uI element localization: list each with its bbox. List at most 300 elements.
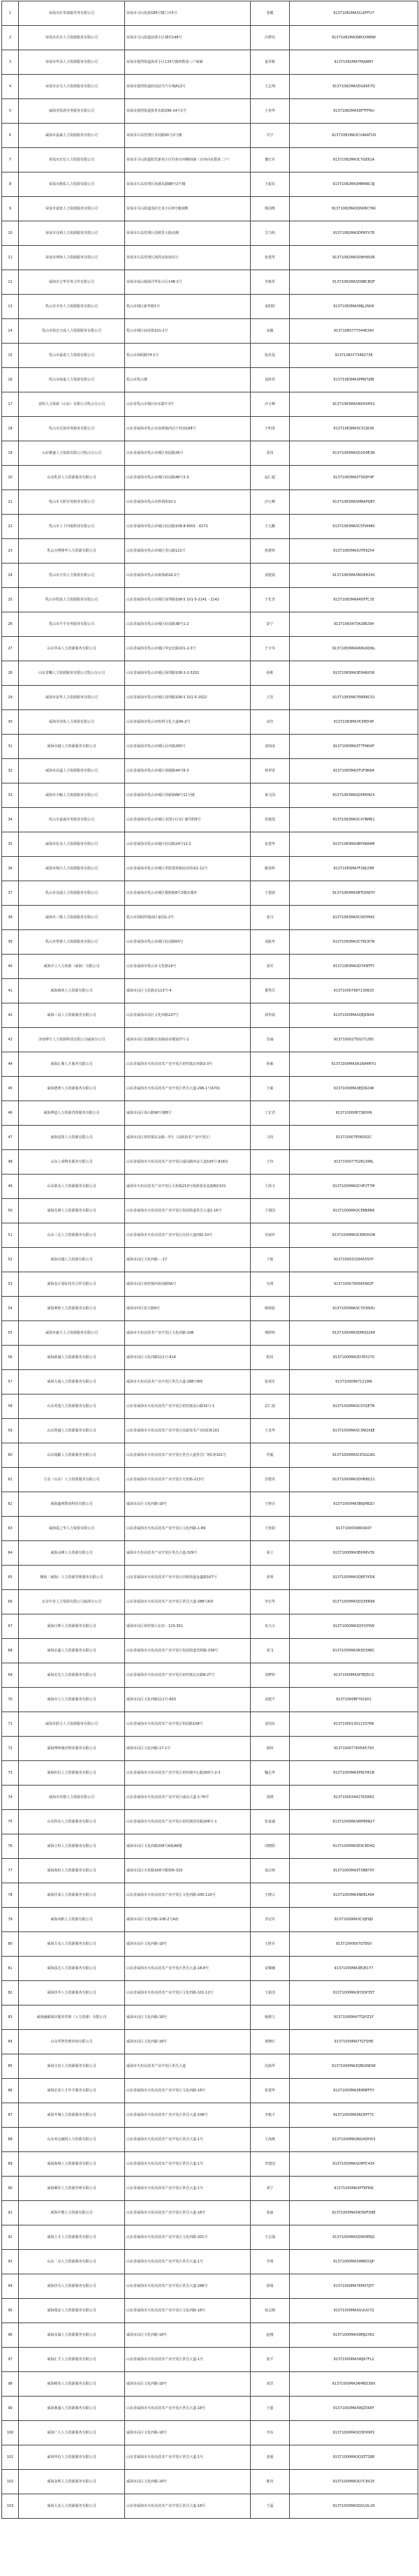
company-name: 威海市天鲲人力资源服务有限公司 (19, 783, 125, 808)
table-row (2, 1077, 418, 1101)
table-row (2, 1492, 418, 1517)
company-name: 威海卓越人力资源有限公司 (19, 1248, 125, 1272)
legal-representative: 宋佳 (251, 710, 290, 735)
table-row (2, 1639, 418, 1663)
row-number: 30 (2, 710, 19, 735)
credit-code: 91371000MA3B6JHB2D (290, 1492, 418, 1517)
credit-code: 91371082MA3NRXXM9W (290, 26, 418, 50)
company-address: 乳山市城区商业街101-2号 (125, 319, 251, 344)
company-address: 山东省威海市火炬高技术产业开发区世昌大道-18号 (125, 2201, 251, 2225)
credit-code: 91371083MA3QP85M2X (290, 783, 418, 808)
credit-code: 91371000MA3WJZ5K8Y (290, 2397, 418, 2421)
row-number: 34 (2, 808, 19, 832)
company-address: 威海市火炬高技术产业开发区火炬路213号创新创业基地B座101 (125, 1175, 251, 1199)
table-row (2, 1786, 418, 1810)
row-number: 48 (2, 1150, 19, 1175)
company-address: 荣成市港湾街道体育东路296-14号1号 (125, 99, 251, 124)
table-row (2, 2054, 418, 2079)
row-number: 20 (2, 466, 19, 490)
legal-representative: 李东 (251, 2421, 290, 2445)
legal-representative: 王伟 (251, 1150, 290, 1175)
company-name: 乳山市博姥华人力资源有限公司 (19, 539, 125, 564)
row-number: 13 (2, 295, 19, 319)
row-number: 18 (2, 417, 19, 441)
company-address: 山东省威海市火炬高技术产业开发区初村镇北京路8-27号 (125, 1663, 251, 1688)
company-name: 威海爱之华人力资源有限公司 (19, 1517, 125, 1541)
company-name: 威海先锋人力资源服务有限公司 (19, 1199, 125, 1223)
table-row (2, 75, 418, 99)
legal-representative: 于少寿 (251, 637, 290, 661)
row-number: 47 (2, 1126, 19, 1150)
row-number: 93 (2, 2250, 19, 2274)
credit-code: 91371082MA3DPRFX78 (290, 221, 418, 246)
table-row (2, 417, 418, 441)
legal-representative: 姜阳阳 (251, 295, 290, 319)
row-number: 65 (2, 1566, 19, 1590)
credit-code: 91371083MA3NXHXH01 (290, 392, 418, 417)
legal-representative: 宋娜娜 (251, 1957, 290, 1981)
company-name: 威海华信人力资源服务有限公司 (19, 2445, 125, 2470)
legal-representative: 李俊才 (251, 2103, 290, 2128)
credit-code: 91371000MA3NK8L494 (290, 1883, 418, 1908)
company-address: 威海市高区文化西路206号A栋A6楼 (125, 1834, 251, 1859)
company-name: 威海风帆人力资源有限公司 (19, 1908, 125, 1932)
credit-code: 91371083MA3E0ANX56 (290, 661, 418, 686)
row-number: 89 (2, 2152, 19, 2177)
table-row (2, 1590, 418, 1614)
credit-code: 91371083MA7EWEKC01 (290, 686, 418, 710)
row-number: 45 (2, 1077, 19, 1101)
company-address: 山东省威海市火炬高技术产业开发区文化西路-18号 (125, 2079, 251, 2103)
company-address: 威海市高区火炬路169号楼305-310 (125, 1859, 251, 1883)
legal-representative: 张丹 (251, 906, 290, 930)
company-name: 威海汇才人力资源服务有限公司 (19, 2348, 125, 2372)
company-name: 威海市嘉诚人力资源服务有限公司 (19, 124, 125, 148)
company-address: 威海市高区文化西路111号-614 (125, 1346, 251, 1370)
legal-representative: 张建华 (251, 2079, 290, 2103)
legal-representative: 崔建华 (251, 832, 290, 857)
company-address: 威海市高区初村镇东金路－5号（高新技术产业开发区） (125, 1126, 251, 1150)
table-row (2, 319, 418, 344)
table-row (2, 2030, 418, 2054)
legal-representative: 王振国 (251, 1981, 290, 2005)
table-row (2, 515, 418, 539)
table-row (2, 2201, 418, 2225)
legal-representative: 徐瑞 (251, 2274, 290, 2299)
legal-representative: 王强 (251, 2397, 290, 2421)
table-row (2, 1908, 418, 1932)
table-row (2, 564, 418, 588)
row-number: 38 (2, 906, 19, 930)
row-number: 44 (2, 1052, 19, 1077)
company-address: 威海市火炬高技术产业开发区世昌大道-329号 (125, 1541, 251, 1566)
company-address: 山东省威海市乳山市城区府前路63号 (125, 930, 251, 955)
row-number: 41 (2, 979, 19, 1003)
credit-code: 91371083MA3T3Q8Y4F (290, 466, 418, 490)
table-row (2, 1443, 418, 1468)
credit-code: 91371000130113376N (290, 1712, 418, 1737)
company-name: 山东省麟人力资源服务有限公司乳山分公司 (19, 661, 125, 686)
company-name: 山东华智管理咨询有限公司 (19, 2030, 125, 2054)
legal-representative: 刘梦婷 (251, 1663, 290, 1688)
table-row (2, 2005, 418, 2030)
legal-representative: 于化青 (251, 588, 290, 612)
credit-code: 91371082MA3CU4KAT1N (290, 124, 418, 148)
legal-representative: 王硕 (251, 1077, 290, 1101)
credit-code: 91371083MA3T7FNNXF (290, 735, 418, 759)
row-number: 91 (2, 2201, 19, 2225)
row-number: 98 (2, 2372, 19, 2397)
company-address: 荣成市成山镇海洋华佑小区148-1号 (125, 270, 251, 295)
credit-code: 91371083MA3D7KNTFY (290, 955, 418, 979)
credit-code: 91371082MA3CLKFFU7 (290, 1, 418, 26)
company-name: 荣成市精佑人力资源有限公司 (19, 172, 125, 197)
legal-representative: 冯梦冶 (251, 26, 290, 50)
table-row (2, 2152, 418, 2177)
company-address: 乳山市城区新华路1号 (125, 295, 251, 319)
company-name: 威海永峰人力资源有限公司 (19, 1541, 125, 1566)
legal-representative: 苏瑜 (251, 1028, 290, 1052)
company-name: 顺航（威海）人力资源管理服务有限公司 (19, 1566, 125, 1590)
company-address: 山东省威海市乳山市城区华安北路101-2-3号 (125, 637, 251, 661)
table-row (2, 1126, 418, 1150)
credit-code: 91371083MA3D2D9E3N (290, 441, 418, 466)
credit-code: 91371000798713582D (290, 979, 418, 1003)
credit-code: 91371000MA3CXJE9J0 (290, 1908, 418, 1932)
row-number: 87 (2, 2103, 19, 2128)
company-name: 威海市高道人力资源服务有限公司 (19, 759, 125, 783)
company-address: 山东省威海市火炬高技术产业开发区怡园街道光明路-158号 (125, 1639, 251, 1663)
row-number: 4 (2, 75, 19, 99)
credit-code: 91371000MA3DMQ0264 (290, 1321, 418, 1346)
credit-code: 91371083MA3C47BM61 (290, 808, 418, 832)
legal-representative: 林翠香 (251, 759, 290, 783)
credit-code: 91371000MA3Q7C8X1E (290, 2470, 418, 2494)
credit-code: 91371082MA3DNH9S0R (290, 246, 418, 270)
row-number: 74 (2, 1786, 19, 1810)
legal-representative: 王志强 (251, 2225, 290, 2250)
company-address: 山东省威海市乳山市胜利街10-1 (125, 490, 251, 515)
row-number: 86 (2, 2079, 19, 2103)
credit-code: 91371000MA3CHF2T7M (290, 1175, 418, 1199)
company-address: 山东省威海市乳山市文化路19号 (125, 955, 251, 979)
row-number: 35 (2, 832, 19, 857)
company-name: 荣成市宏信人力资源有限公司 (19, 148, 125, 172)
legal-representative: 王晓云 (251, 1883, 290, 1908)
legal-representative: 刘宁 (251, 2177, 290, 2201)
row-number: 77 (2, 1859, 19, 1883)
legal-representative: 王艳娟 (251, 1517, 290, 1541)
company-address: 山东省威海市乳山市南黄镇西泊子村南168号 (125, 417, 251, 441)
company-address: 威海市高区文化西路-18号 (125, 2323, 251, 2348)
company-address: 威海市高区富源路北泉路商业楼107号-1 (125, 1028, 251, 1052)
credit-code: 91371000MA3RPM9N27 (290, 1810, 418, 1834)
table-row (2, 2103, 418, 2128)
credit-code: 91371000MA7TDJYZ1F (290, 2005, 418, 2030)
table-row (2, 2128, 418, 2152)
table-row (2, 1957, 418, 1981)
company-address: 威海市高区文化西路-18号 (125, 2421, 251, 2445)
credit-code: 9137100034893A97 (290, 1517, 418, 1541)
credit-code: 91371000MA3EJQ6248 (290, 1077, 418, 1101)
table-row (2, 2397, 418, 2421)
row-number: 37 (2, 881, 19, 906)
table-row (2, 1712, 418, 1737)
company-name: 威海佳乐人力资源服务有限公司 (19, 2274, 125, 2299)
company-name: 乳山市上下同福科技有限公司 (19, 515, 125, 539)
row-number: 16 (2, 368, 19, 392)
credit-code: 91371083MA3C5FW480 (290, 515, 418, 539)
table-row (2, 1052, 418, 1077)
company-name: 乳山市锐达天成人力资源服务有限公司 (19, 319, 125, 344)
company-address: 山东省乳山市城区府东路7-3号 (125, 392, 251, 417)
table-row (2, 1321, 418, 1346)
row-number: 26 (2, 612, 19, 637)
table-row (2, 295, 418, 319)
row-number: 32 (2, 759, 19, 783)
legal-representative: 李俊世 (251, 270, 290, 295)
company-address: 威海市高区初村镇西苑南路56号 (125, 1272, 251, 1297)
legal-representative: 沙玉峰 (251, 392, 290, 417)
row-number: 96 (2, 2323, 19, 2348)
credit-code: 91371000MA3WNJ2X62 (290, 2323, 418, 2348)
company-address: 山东省威海市火炬高技术产业开发区文化西路-18号 (125, 2299, 251, 2323)
legal-representative: 王海燕 (251, 2128, 290, 2152)
legal-representative: 杨林 (251, 1737, 290, 1761)
company-address: 山东省威海市火炬高技术产业开发区威高路西金大道100号-818室 (125, 1150, 251, 1175)
legal-representative: 赵仁超 (251, 466, 290, 490)
legal-representative: 甘宇 (251, 124, 290, 148)
legal-representative: 姚春辉 (251, 857, 290, 881)
table-row (2, 270, 418, 295)
company-name: 威海泓达人力资源服务有限公司 (19, 1957, 125, 1981)
company-address: 山东省威海市乳山市城区深圳路108-5 101-5-2141 - 2142 (125, 588, 251, 612)
row-number: 23 (2, 539, 19, 564)
row-number: 3 (2, 50, 19, 75)
company-name: 山东英建人力资源服务有限公司 (19, 1394, 125, 1419)
table-row (2, 392, 418, 417)
company-name: 方众（山东）人力资源服务有限公司 (19, 1468, 125, 1492)
legal-representative: 沈丽华 (251, 2054, 290, 2079)
row-number: 60 (2, 1443, 19, 1468)
legal-representative: 张建华 (251, 246, 290, 270)
table-row (2, 368, 418, 392)
credit-code: 91371083MA3C5CJR3R (290, 417, 418, 441)
company-name: 山东智盛人力资源服务有限公司 (19, 1419, 125, 1443)
row-number: 103 (2, 2494, 19, 2519)
company-name: 乳山市嘉诚劳务服务有限公司 (19, 808, 125, 832)
row-number: 24 (2, 564, 19, 588)
legal-representative: 周晓阳 (251, 1834, 290, 1859)
company-address: 威海市高区文化西路-17-1号 (125, 1737, 251, 1761)
company-name: 威海市吉华劳务合作有限公司 (19, 270, 125, 295)
company-address: 山东省威海市乳山市城区深圳路108-2-2-5202 (125, 661, 251, 686)
table-row (2, 637, 418, 661)
company-address: 威海市高区文化西路111号-603 (125, 1688, 251, 1712)
legal-representative: 王志翔 (251, 75, 290, 99)
company-name: 威海海恒人力资源服务有限公司 (19, 1859, 125, 1883)
credit-code: 91371000MA3QEJKN34 (290, 1003, 418, 1028)
credit-code: 91371000344276399Q (290, 1786, 418, 1810)
table-row (2, 197, 418, 221)
table-row (2, 661, 418, 686)
table-row (2, 588, 418, 612)
company-name: 威海市越人力资源服务有限公司 (19, 735, 125, 759)
credit-code: 91371083MA3UTE9254 (290, 539, 418, 564)
company-registry-table (1, 1, 418, 2519)
legal-representative: 董红军 (251, 148, 290, 172)
company-name: 荣成市乐企人力资源服务有限公司 (19, 26, 125, 50)
table-row (2, 1370, 418, 1394)
credit-code: 91371000MA7TLTYJHE (290, 2030, 418, 2054)
credit-code: 91371000MA3Q3HX9P2 (290, 2421, 418, 2445)
company-address: 山东省威海市火炬高技术产业开发区初村镇创业路206号-1 (125, 1810, 251, 1834)
company-name: 威海日坤人力资源服务有限公司 (19, 1614, 125, 1639)
row-number: 5 (2, 99, 19, 124)
company-address: 威海市火炬高技术产业开发区世昌大道 (125, 2054, 251, 2079)
legal-representative: 李冠军 (251, 1908, 290, 1932)
company-address: 山东省威海市火炬高技术产业开发区世昌大道-1号 (125, 2250, 251, 2274)
credit-code: 91371000MA3R9NPF5Y (290, 2079, 418, 2103)
company-address: 乳山市海阳所镇南区家园1-2号 (125, 906, 251, 930)
company-name: 威海瑞安人力资源服务有限公司 (19, 2299, 125, 2323)
legal-representative: 刘振华 (251, 930, 290, 955)
company-address: 山东省威海市火炬高技术产业开发区初村镇北环路3-3号 (125, 1052, 251, 1077)
legal-representative: 王胜军 (251, 1932, 290, 1957)
company-address: 荣成市港湾街道府园前号汽车城A12号 (125, 75, 251, 99)
table-row (2, 857, 418, 881)
company-address: 山东省威海市乳山市康体路18-2号 (125, 564, 251, 588)
company-address: 威海市火炬高技术产业开发区世昌大道-288号B座 (125, 1370, 251, 1394)
table-row (2, 906, 418, 930)
table-row (2, 1199, 418, 1223)
credit-code: 91371000697GT8S0 (290, 1932, 418, 1957)
table-row (2, 881, 418, 906)
table-row (2, 1297, 418, 1321)
row-number: 29 (2, 686, 19, 710)
table-row (2, 124, 418, 148)
legal-representative: 杨德文 (251, 2005, 290, 2030)
legal-representative: 于建波 (251, 881, 290, 906)
row-number: 46 (2, 1101, 19, 1126)
legal-representative: 嘉青彬 (251, 50, 290, 75)
row-number: 69 (2, 1663, 19, 1688)
row-number: 10 (2, 221, 19, 246)
row-number: 43 (2, 1028, 19, 1052)
company-name: 乳山市乳锐人力资源服务有限公司 (19, 588, 125, 612)
company-address: 乳山市乳山寨 (125, 368, 251, 392)
row-number: 72 (2, 1737, 19, 1761)
company-name: 威海博林城市物业服务有限公司 (19, 1737, 125, 1761)
row-number: 14 (2, 319, 19, 344)
table-row (2, 1517, 418, 1541)
company-name: 威海市联合人力资源服务有限公司 (19, 1712, 125, 1737)
legal-representative: 李明 (251, 2250, 290, 2274)
credit-code: 913710007E5B302C (290, 1126, 418, 1150)
company-address: 威海市高区文化西路-18号 (125, 1932, 251, 1957)
credit-code: 91371000MA3PTKF84J (290, 2177, 418, 2201)
legal-representative: 董秀岳 (251, 979, 290, 1003)
company-name: 乳山市万恒人力资源有限公司 (19, 564, 125, 588)
company-address: 威海市高区文化西路-18号 (125, 2372, 251, 2397)
company-address: 山东省威海市乳山市城区创新路68号11号楼 (125, 783, 251, 808)
table-row (2, 1346, 418, 1370)
legal-representative: 于明贵 (251, 417, 290, 441)
row-number: 17 (2, 392, 19, 417)
table-row (2, 2079, 418, 2103)
credit-code: 91371000MA3CE8N8R6 (290, 1199, 418, 1223)
legal-representative: 王树亮 (251, 1492, 290, 1517)
credit-code: 91371000MA3R3D3N6C (290, 1639, 418, 1663)
company-name: 威海金正国际技术合作有限公司 (19, 1272, 125, 1297)
company-address: 山东省威海市火炬高技术产业开发区文化西路-205-110号 (125, 1883, 251, 1908)
company-address: 山东省威海市乳山市城区怡园路26号 (125, 441, 251, 466)
row-number: 33 (2, 783, 19, 808)
company-name: 山东米仓融资人力资源有限公司 (19, 2128, 125, 2152)
company-name: 荣成市众利人力资源服务有限公司 (19, 221, 125, 246)
credit-code: 91371000MA3E6H6V39 (290, 1541, 418, 1566)
row-number: 50 (2, 1199, 19, 1223)
company-address: 山东省威海市火炬高技术产业开发区文化西路-1-89 (125, 1517, 251, 1541)
credit-code: 91371083MA7F26JU3M (290, 857, 418, 881)
company-name: 威海宏泰人才中介服务有限公司 (19, 2079, 125, 2103)
credit-code: 91371083MA7K3MJY4P (290, 710, 418, 735)
row-number: 84 (2, 2030, 19, 2054)
company-name: 富明人力资源（山东）有限公司乳山分公司 (19, 392, 125, 417)
table-row (2, 1101, 418, 1126)
table-row (2, 1028, 418, 1052)
legal-representative: 周晓 (251, 1786, 290, 1810)
row-number: 71 (2, 1712, 19, 1737)
legal-representative: 王浩 (251, 686, 290, 710)
row-number: 85 (2, 2054, 19, 2079)
company-name: 威海海翔人力资源服务有限公司 (19, 2152, 125, 2177)
company-name: 威海中聘人力资源有限公司 (19, 2201, 125, 2225)
company-address: 山东省威海市乳山市城区揽胜路8号2楼东墙外 (125, 881, 251, 906)
table-row (2, 246, 418, 270)
company-name: 山东联众人力资源服务有限公司 (19, 1175, 125, 1199)
company-address: 山东省威海市火炬高技术产业开发区田和街道金鑫路167号 (125, 1566, 251, 1590)
credit-code: 91371083MA3TUF9N94 (290, 759, 418, 783)
credit-code: 91371000790565962F (290, 1272, 418, 1297)
legal-representative: 陈伟 (251, 2470, 290, 2494)
table-row (2, 1394, 418, 1419)
company-address: 山东省威海市乳山市城区府前路108-8-6001 - 6272 (125, 515, 251, 539)
table-row (2, 1541, 418, 1566)
table-row (2, 99, 418, 124)
company-address: 山东省威海市乳山市胜利文化大道49-2号 (125, 710, 251, 735)
company-name: 乳山市天阳劳务服务有限公司 (19, 490, 125, 515)
company-name: 乳山市圣奔人力资源服务有限公司 (19, 295, 125, 319)
company-name: 威海立恒人力资源服务有限公司 (19, 1834, 125, 1859)
legal-representative: 丁宏君 (251, 1101, 290, 1126)
company-address: 荣成市寻山街道浅坑长泉小区8号楼南侧 (125, 197, 251, 221)
legal-representative: 鞠志华 (251, 1761, 290, 1786)
table-row (2, 2299, 418, 2323)
credit-code: 913710837775446340 (290, 319, 418, 344)
company-address: 山东省威海市火炬高技术产业开发区初村镇中心路200号-2-3 (125, 1761, 251, 1786)
legal-representative: 宋颖 (251, 319, 290, 344)
row-number: 59 (2, 1419, 19, 1443)
table-row (2, 1, 418, 26)
company-name: 威海广大人力资源服务有限公司 (19, 2421, 125, 2445)
company-address: 山东省威海市火炬高技术产业开发区世昌大道世昌广场C座101号 (125, 1443, 251, 1468)
table-row (2, 490, 418, 515)
credit-code: 91371000MA3UUUU7Q (290, 2299, 418, 2323)
legal-representative: 刘涛祥 (251, 368, 290, 392)
table-row (2, 2177, 418, 2201)
row-number: 6 (2, 124, 19, 148)
